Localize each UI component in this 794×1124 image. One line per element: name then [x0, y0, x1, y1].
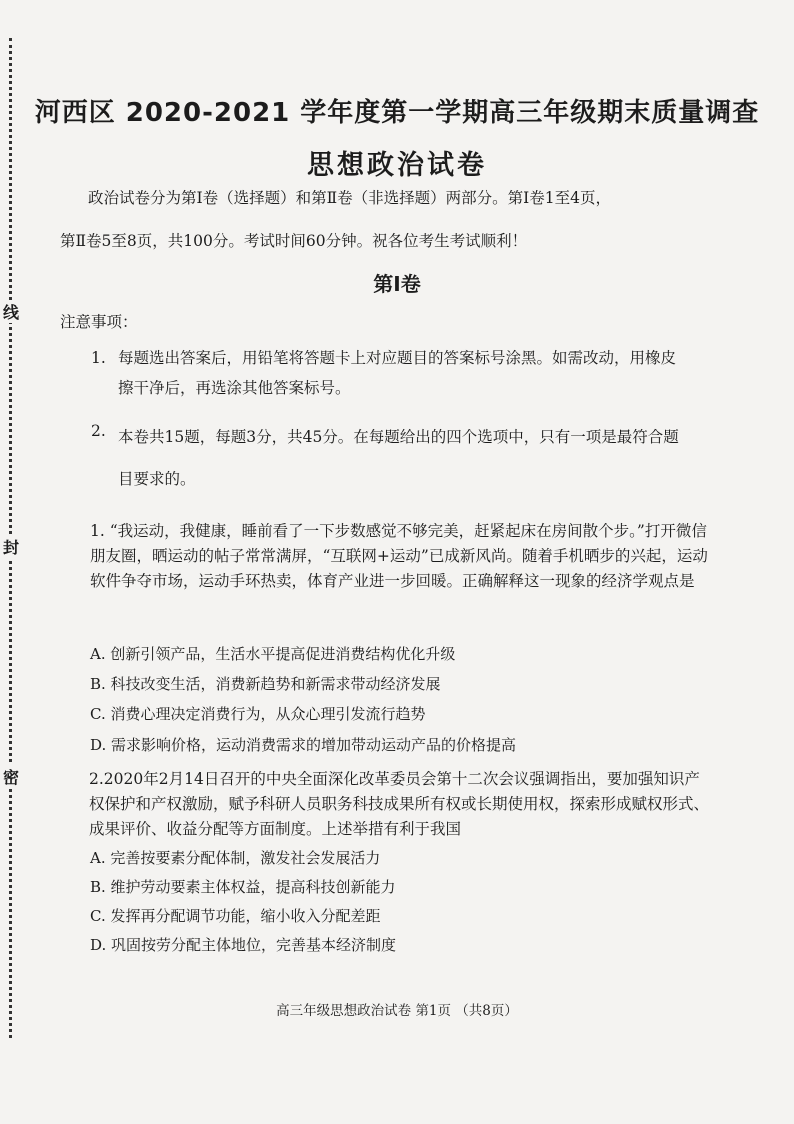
- page-footer: 高三年级思想政治试卷 第1页 （共8页）: [276, 1003, 518, 1019]
- note-number: 2.: [91, 422, 106, 440]
- note-text: 每题选出答案后，用铅笔将答题卡上对应题目的答案标号涂黑。如需改动，用橡皮擦干净后，再选涂其他答案标号。: [118, 349, 677, 397]
- question-1-option-d: D. 需求影响价格，运动消费需求的增加带动运动产品的价格提高: [90, 736, 517, 754]
- question-2-option-c: C. 发挥再分配调节功能，缩小收入分配差距: [90, 907, 381, 925]
- note-number: 1.: [91, 349, 106, 367]
- binding-mark-xian: 线: [0, 300, 22, 323]
- question-2-option-a: A. 完善按要素分配体制，激发社会发展活力: [90, 849, 381, 867]
- question-2-stem: 2.2020年2月14日召开的中央全面深化改革委员会第十二次会议强调指出，要加强知识产权保护和产权激励，赋予科研人员职务科技成果所有权或长期使用权，探索形成赋权形式、成果评价、收益分配等方面制度。上述举措有利于我国: [89, 770, 710, 838]
- note-text: 本卷共15题，每题3分，共45分。在每题给出的四个选项中，只有一项是最符合题目要求的。: [118, 428, 679, 488]
- binding-mark-feng: 封: [0, 535, 22, 558]
- binding-mark-mi: 密: [0, 765, 22, 788]
- question-1-option-c: C. 消费心理决定消费行为，从众心理引发流行趋势: [90, 705, 426, 723]
- question-1-stem: 1. “我运动，我健康，睡前看了一下步数感觉不够完美，赶紧起床在房间散个步。”打开微信朋友圈，晒运动的帖子常常满屏，“互联网+运动”已成新风尚。随着手机晒步的兴起，运动软件争夺市场，运动手环热卖，体育产业进一步回暖。正确解释这一现象的经济学观点是: [90, 522, 708, 590]
- notes-label: 注意事项：: [60, 313, 138, 331]
- question-2-option-b: B. 维护劳动要素主体权益，提高科技创新能力: [90, 878, 396, 896]
- exam-subject: 思想政治试卷: [307, 150, 487, 181]
- question-2-option-d: D. 巩固按劳分配主体地位，完善基本经济制度: [90, 936, 397, 954]
- note-item: [91, 416, 691, 500]
- question-1-option-a: A. 创新引领产品，生活水平提高促进消费结构优化升级: [90, 645, 456, 663]
- note-item: [91, 343, 691, 403]
- question-1-option-b: B. 科技改变生活，消费新趋势和新需求带动经济发展: [90, 675, 441, 693]
- intro-line-1: 政治试卷分为第Ⅰ卷（选择题）和第Ⅱ卷（非选择题）两部分。第Ⅰ卷1至4页，: [88, 189, 612, 207]
- section-heading: 第Ⅰ卷: [373, 272, 421, 296]
- intro-line-2: 第Ⅱ卷5至8页，共100分。考试时间60分钟。祝各位考生考试顺利！: [60, 232, 528, 250]
- exam-title: 河西区 2020-2021 学年度第一学期高三年级期末质量调查: [34, 98, 760, 128]
